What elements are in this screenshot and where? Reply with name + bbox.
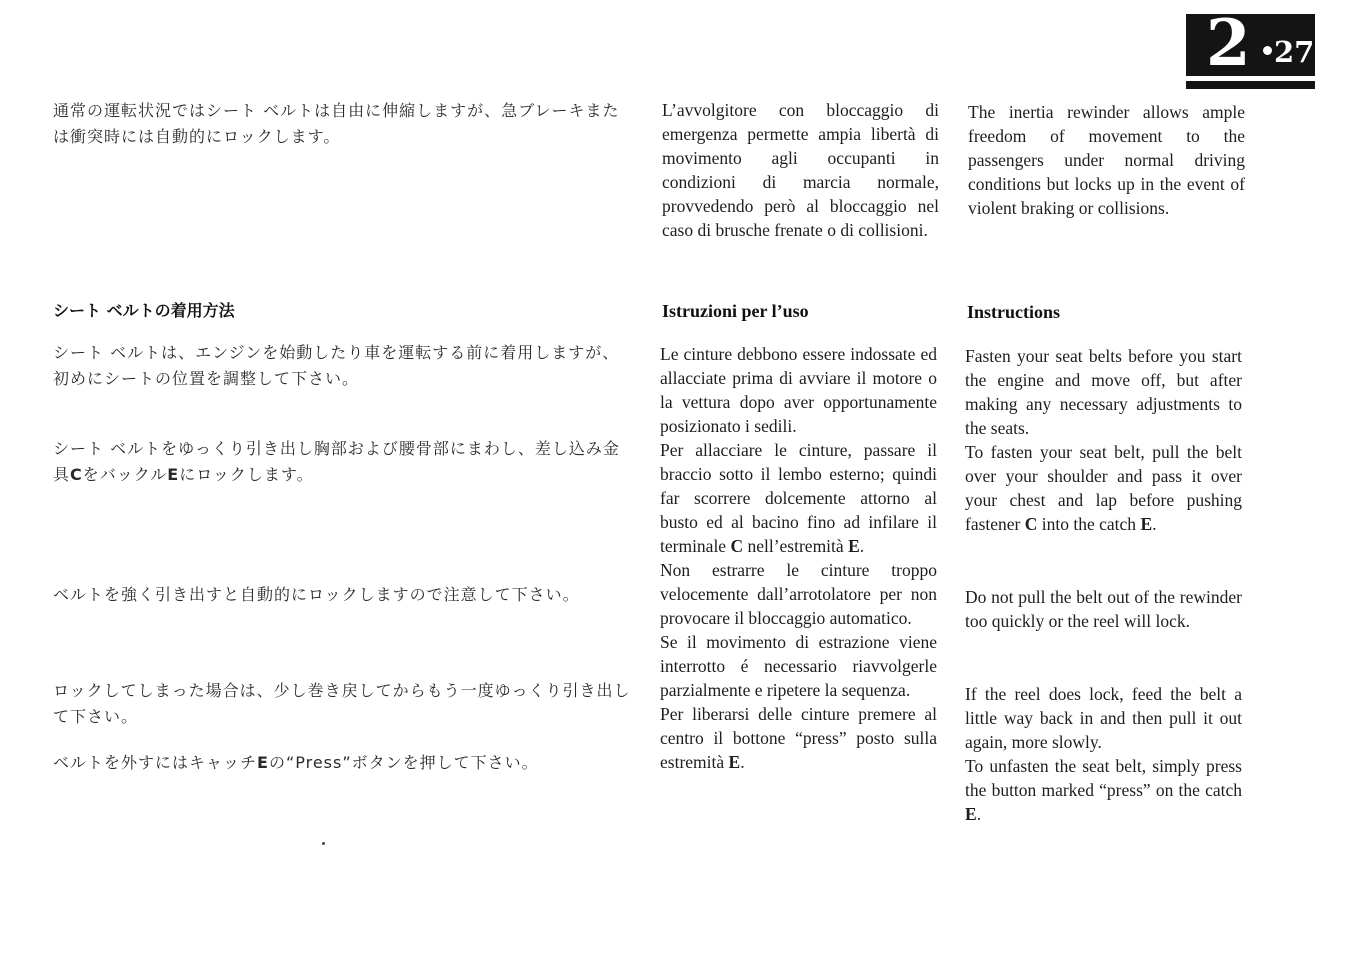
badge-separator-dot [1263,46,1272,55]
japanese-paragraph-5: ベルトを外すにはキャッチEの“Press”ボタンを押して下さい。 [53,753,539,772]
italian-intro: L’avvolgitore con bloccaggio di emergenza permette ampia libertà di movimento agli occupanti in condizioni di marcia normale, provvedendo però al bloccaggio nel caso di brusche frenate o di collisioni. [662,100,939,240]
label-c: C [1024,514,1038,534]
english-heading: Instructions [967,302,1061,322]
stray-dot [322,842,325,845]
chapter-number: 2 [1206,6,1251,81]
japanese-paragraph-3: ベルトを強く引き出すと自動的にロックしますので注意して下さい。 [53,585,580,604]
label-e: E [257,753,269,772]
label-c: C [730,536,744,556]
italian-body: Le cinture debbono essere indossate ed allacciate prima di avviare il motore o la vettura dopo aver opportunamente posizionato i sedili. Per allacciare le cinture, passare il braccio sotto il lembo esterno; quindi far scorrere dolcemente attorno al busto ed al bacino fino ad infilare il terminale C nell’estremità E. Non estrarre le cinture troppo velocemente dall’arrotolatore per non provocare il bloccaggio automatico. Se il movimento di estrazione viene interrotto é necessario riavvolgerle parzialmente e ripetere la sequenza. Per liberarsi delle cinture premere al centro il bottone “press” posto sulla estremità E. [660,344,937,772]
label-e: E [848,536,860,556]
japanese-paragraph-2: シート ベルトをゆっくり引き出し胸部および腰骨部にまわし、差し込み金具CをバックルEにロックします。 [53,439,620,484]
chapter-page-badge [1186,6,1315,81]
english-block-2: If the reel does lock, feed the belt a little way back in and then pull it out again, more slowly. To unfasten the seat belt, simply press the button marked “press” on the catch E. [965,684,1242,824]
label-e: E [728,752,741,772]
label-e: E [167,465,180,484]
japanese-heading: シート ベルトの着用方法 [53,301,235,320]
english-intro: The inertia rewinder allows ample freedom of movement to the passengers under normal driving conditions but locks up in the event of violent braking or collisions. [968,102,1245,218]
page-number: 27 [1274,35,1315,69]
label-c: C [70,465,83,484]
japanese-paragraph-4: ロックしてしまった場合は、少し巻き戻してからもう一度ゆっくり引き出して下さい。 [53,681,631,726]
label-e: E [965,804,977,824]
label-e: E [1140,514,1153,534]
japanese-intro: 通常の運転状況ではシート ベルトは自由に伸縮しますが、急ブレーキまたは衝突時には自動的にロックします。 [53,101,620,146]
japanese-paragraph-1: シート ベルトは、エンジンを始動したり車を運転する前に着用しますが、初めにシートの位置を調整して下さい。 [53,343,620,388]
header-rule [1186,81,1315,89]
english-block-1: Fasten your seat belts before you start the engine and move off, but after making any necessary adjustments to the seats. To fasten your seat belt, pull the belt over your shoulder and pass it over your chest and lap before pushing fastener C into the catch E. [965,346,1242,534]
italian-heading: Istruzioni per l’uso [662,301,809,321]
english-paragraph-3: Do not pull the belt out of the rewinder too quickly or the reel will lock. [965,587,1242,631]
